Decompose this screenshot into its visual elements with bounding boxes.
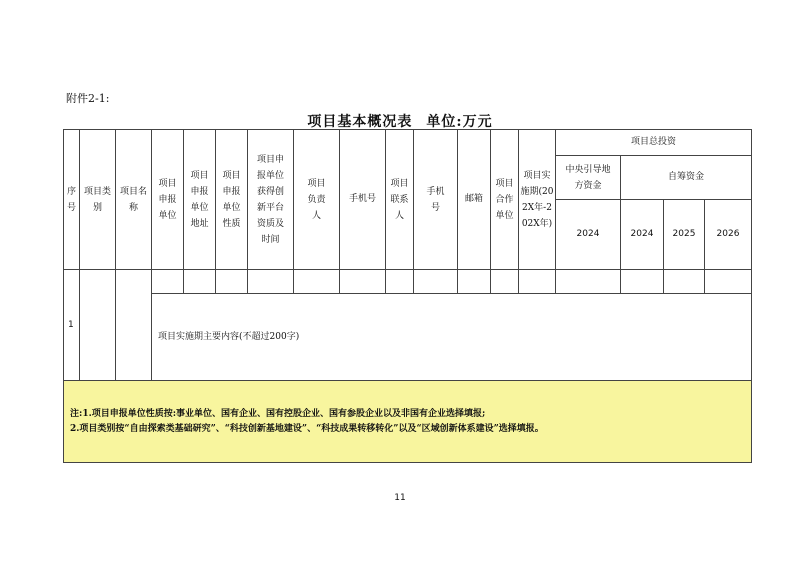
header-self-year-3: 2026 [705,200,752,270]
row-seq: 1 [64,270,80,381]
project-overview-table [63,129,752,463]
header-platform: 项目申报单位获得创新平台资质及时间 [248,130,294,270]
header-name: 项目名称 [116,130,152,270]
header-contact: 项目联系人 [386,130,414,270]
row-cell [664,270,705,294]
row-cell [458,270,491,294]
row-cell [414,270,458,294]
notes-cell [64,381,752,463]
header-nature: 项目申报单位性质 [216,130,248,270]
row-cell [340,270,386,294]
row-cell [705,270,752,294]
header-self-year-2: 2025 [664,200,705,270]
header-applicant: 项目申报单位 [152,130,184,270]
attachment-label: 附件2-1: [66,92,110,105]
header-category: 项目类别 [80,130,116,270]
header-self-year-1: 2024 [621,200,664,270]
page-number: 11 [394,493,406,503]
unit-text: 单位:万元 [426,114,493,130]
row-cell [621,270,664,294]
table-title [0,111,800,131]
row-cell [519,270,556,294]
header-address: 项目申报单位地址 [184,130,216,270]
header-leader: 项目负责人 [294,130,340,270]
header-central-year: 2024 [556,200,621,270]
row-cell [216,270,248,294]
header-period: 项目实施期(202X年-202X年) [519,130,556,270]
header-leader-phone: 手机号 [340,130,386,270]
row-name-cell [116,270,152,381]
row-cell [556,270,621,294]
header-seq: 序号 [64,130,80,270]
row-content-cell: 项目实施期主要内容(不超过200字) [152,294,752,381]
header-email: 邮箱 [458,130,491,270]
row-cell [491,270,519,294]
row-cell [386,270,414,294]
title-text: 项目基本概况表 [307,114,413,130]
header-contact-phone: 手机号 [414,130,458,270]
header-total-investment: 项目总投资 [556,130,752,156]
note-line-2: 2.项目类别按“自由探索类基础研究”、“科技创新基地建设”、“科技成果转移转化”以及“区域创新体系建设”选择填报。 [70,423,544,434]
row-category-cell [80,270,116,381]
row-cell [152,270,184,294]
note-line-1: 注:1.项目申报单位性质按:事业单位、国有企业、国有控股企业、国有参股企业以及非国有企业选择填报; [70,408,486,419]
header-central-funds: 中央引导地方资金 [556,156,621,200]
header-partner: 项目合作单位 [491,130,519,270]
row-cell [248,270,294,294]
header-self-funds: 自筹资金 [621,156,752,200]
row-cell [294,270,340,294]
row-cell [184,270,216,294]
